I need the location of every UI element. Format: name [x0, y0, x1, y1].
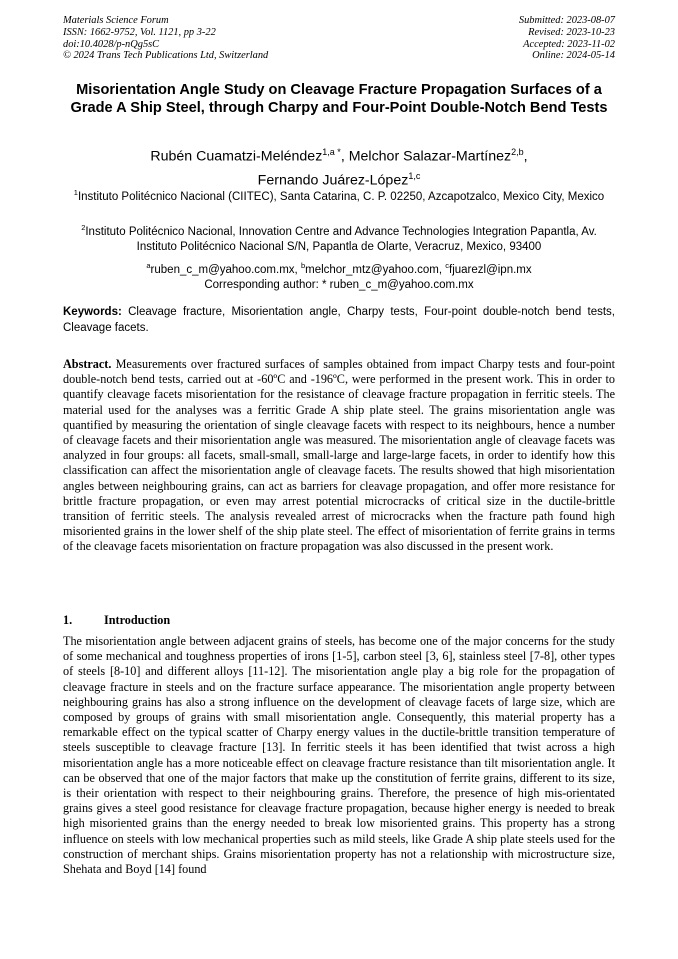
- introduction-paragraph: The misorientation angle between adjacent grains of steels, has become one of the major concerns for the study of some mechanical and toughness properties of irons [1-5], carbon steel [3, 6], stainless steel [7-8], other types of steels [8-10] and different alloys [11-12]. The misorientation angle play a big role for the propagation of cleavage fracture in steels and on the fracture surface appearance. The misorientation angle property between neighbouring grains has also a strong influence on the development of cleavage facets of large size, which are composed by groups of grains with small misorientation angle. Consequently, this material property has a remarkable effect on the typical scatter of Charpy energy values in the ductile-brittle transition temperature of steels susceptible to cleavage fracture [13]. In ferritic steels it has been identified that twist across a high misorientation angle has a more noticeable effect on cleavage fracture resistance than tilt misorientation angle. It can be observed that one of the major factors that make up the constitution of ferrite grains, different to its size, is their orientation with respect to their neighbouring grains. Therefore, the presence of high mis-orientated grains gives a steel good resistance for cleavage fracture propagation, because higher energy is needed to break high misoriented grains than the energy needed to break low misoriented grains. This property has a strong influence on steels with low mechanical properties such as mild steels, like Grade A ship plate steels used for the construction of merchant ships. Grains misorientation property has not a relationship with microstructure size, Shehata and Boyd [14] found: [63, 634, 615, 877]
- email-marker: a: [146, 261, 151, 270]
- author-list: [60, 143, 618, 190]
- section-title: Introduction: [104, 613, 171, 627]
- date-accepted: Accepted: 2023-11-02: [523, 38, 615, 50]
- abstract-text: Measurements over fractured surfaces of samples obtained from impact Charpy tests and four-point double-notch bend tests, carried out at -60ºC and -196ºC, were performed in the present work. This in order to quantify cleavage facets misorientation for the resistance of cleavage fracture propagation in ferritic steels. The material used for the analyses was a ferritic Grade A ship plate steel. The grains misorientation angle was quantified by measuring the orientation of single cleavage facets with respect to its neighbours, hence a number of cleavage facets and their misorientation angle was measured. The misorientation angle of cleavage facets was analyzed in four groups: all facets, small-small, small-large and large-large facets, in order to identify how this classification can affect the misorientation angle of cleavage facets. The results showed that high misorientation angles between neighbouring grains, can act as barriers for cleavage propagation, and offer more resistance for brittle fracture propagation, or even may arrest potential microcracks of critical size in the ductile-brittle transition of ferritic steels. The analysis revealed arrest of microcracks when the fracture path found high misoriented grains in the lower shelf of the ship plate steel. The effect of misorientation of ferrite grains in terms of the cleavage facets misorientation on fracture propagation was also discussed in the present work.: [63, 357, 615, 554]
- author-affiliation-marker: 2,b: [511, 147, 524, 157]
- author-separator: ,: [340, 148, 349, 165]
- journal-name: Materials Science Forum: [63, 15, 169, 26]
- author-affiliation-marker: 1,c: [408, 170, 421, 181]
- email-link[interactable]: fjuarezl@ipn.mx: [449, 263, 532, 276]
- affiliation-text: Instituto Politécnico Nacional (CIITEC), Santa Catarina, C. P. 02250, Azcapotzalco, Mexico City, Mexico: [77, 190, 605, 203]
- affiliation-2: [63, 220, 615, 255]
- email-link[interactable]: melchor_mtz@yahoo.com,: [305, 263, 446, 276]
- publication-dates: [519, 15, 615, 62]
- affiliation-text: Instituto Politécnico Nacional, Innovation Centre and Advance Technologies Integration Papantla, Av. Instituto Politécnico Nacional S/N, Papantla de Olarte, Veracruz, Mexico, 93400: [85, 225, 597, 253]
- email-marker: b: [300, 261, 306, 270]
- paper-title: Misorientation Angle Study on Cleavage Fracture Propagation Surfaces of a Grade A Ship Steel, through Charpy and Four-Point Double-Notch Bend Tests: [70, 82, 608, 116]
- journal-copyright: © 2024 Trans Tech Publications Ltd, Switzerland: [63, 50, 269, 62]
- corresponding-author: Corresponding author: * ruben_c_m@yahoo.com.mx: [204, 278, 474, 291]
- date-online: Online: 2024-05-14: [532, 50, 615, 62]
- journal-doi[interactable]: doi:10.4028/p-nQg5sC: [63, 38, 160, 50]
- journal-info: [63, 15, 268, 62]
- author-name: Fernando Juárez-López: [257, 172, 409, 189]
- affiliation-marker: 2: [81, 223, 86, 232]
- affiliation-marker: 1: [73, 188, 78, 197]
- author-name: Melchor Salazar-Martínez: [348, 148, 512, 165]
- author-emails: [63, 258, 615, 293]
- date-revised: Revised: 2023-10-23: [528, 26, 615, 38]
- affiliation-1: [63, 185, 615, 205]
- section-number: 1.: [63, 613, 73, 627]
- journal-issn: ISSN: 1662-9752, Vol. 1121, pp 3-22: [63, 26, 216, 38]
- author-affiliation-marker: 1,a *: [322, 147, 341, 157]
- abstract-block: [63, 357, 615, 555]
- abstract-label: Abstract.: [63, 357, 112, 371]
- email-marker: c: [445, 261, 449, 270]
- date-submitted: Submitted: 2023-08-07: [518, 15, 615, 26]
- author-name: Rubén Cuamatzi-Meléndez: [150, 148, 323, 165]
- keywords-block: [63, 305, 615, 336]
- author-separator: ,: [523, 148, 528, 165]
- keywords-label: Keywords:: [63, 306, 122, 318]
- keywords-text: Cleavage fracture, Misorientation angle, Charpy tests, Four-point double-notch bend tests, Cleavage facets.: [63, 306, 615, 334]
- section-heading-introduction: [63, 613, 170, 628]
- email-link[interactable]: ruben_c_m@yahoo.com.mx,: [150, 263, 301, 276]
